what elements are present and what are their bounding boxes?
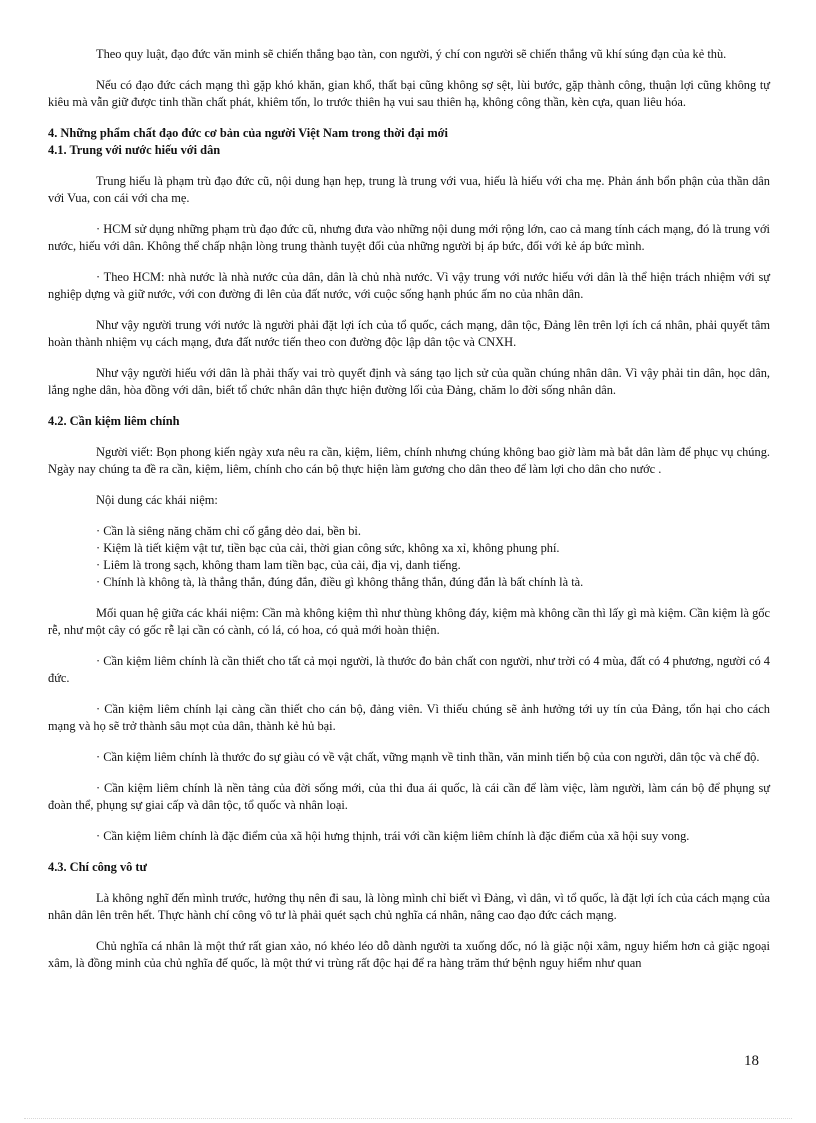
paragraph: · Cần kiệm liêm chính là nền tảng của đời sống mới, của thi đua ái quốc, là cái cần để làm việc, làm người, làm cán bộ để phụng sự đoàn thể, phụng sự giai cấp và dân tộc, tổ quốc và nhân loại. xyxy=(48,781,770,812)
paragraph: Chủ nghĩa cá nhân là một thứ rất gian xảo, nó khéo léo dỗ dành người ta xuống dốc, nó là giặc nội xâm, nguy hiểm hơn cả giặc ngoại xâm, là đồng minh của chủ nghĩa đế quốc, là một thứ vi trùng rất độc hại để ra hàng trăm thứ bệnh nguy hiểm như quan xyxy=(48,939,770,970)
concept-list xyxy=(48,523,770,591)
paragraph: · Cần kiệm liêm chính là thước đo sự giàu có về vật chất, vững mạnh về tinh thần, văn minh tiến bộ của con người, dân tộc và chế độ. xyxy=(96,750,760,764)
paragraph: Mối quan hệ giữa các khái niệm: Cần mà không kiệm thì như thùng không đáy, kiệm mà không cần thì lấy gì mà kiệm. Cần kiệm là gốc rễ, như một cây có gốc rễ lại cần có cành, có lá, có hoa, có quả mới hoàn thiện. xyxy=(48,606,771,637)
paragraph: · HCM sử dụng những phạm trù đạo đức cũ, nhưng đưa vào những nội dung mới rộng lớn, cao cả mang tính cách mạng, đó là trung với nước, hiếu với dân. Không thể chấp nhận lòng trung thành tuyệt đối của những người bị áp bức, đối với kẻ áp bức mình. xyxy=(48,222,770,253)
paragraph: · Theo HCM: nhà nước là nhà nước của dân, dân là chủ nhà nước. Vì vậy trung với nước hiếu với dân là thể hiện trách nhiệm với sự nghiệp dựng và giữ nước, với con đường đi lên của đất nước, với cuộc sống hạnh phúc ấm no của nhân dân. xyxy=(48,270,770,301)
paragraph: Như vậy người hiếu với dân là phải thấy vai trò quyết định và sáng tạo lịch sử của quần chúng nhân dân. Vì vậy phải tin dân, học dân, lắng nghe dân, hòa đồng với dân, biết tổ chức nhân dân thực hiện đường lối của Đảng, chăm lo đời sống nhân dân. xyxy=(48,366,770,397)
paragraph: Theo quy luật, đạo đức văn minh sẽ chiến thắng bạo tàn, con người, ý chí con người sẽ chiến thắng vũ khí súng đạn của kẻ thù. xyxy=(96,47,727,61)
section-heading: 4. Những phẩm chất đạo đức cơ bản của người Việt Nam trong thời đại mới xyxy=(48,126,448,140)
paragraph: · Cần kiệm liêm chính là cần thiết cho tất cả mọi người, là thước đo bản chất con người, như trời có 4 mùa, đất có 4 phương, người có 4 đức. xyxy=(48,654,770,685)
paragraph: Nội dung các khái niệm: xyxy=(96,493,218,507)
paragraph: Nếu có đạo đức cách mạng thì gặp khó khăn, gian khổ, thất bại cũng không sợ sệt, lùi bước, gặp thành công, thuận lợi cũng không tự kiêu mà vẫn giữ được tinh thần chất phát, khiêm tốn, lo trước thiên hạ vui sau thiên hạ, không công thần, kèn cựa, quan liêu hóa. xyxy=(48,78,770,109)
document-page xyxy=(48,46,770,986)
list-item: · Chính là không tà, là thẳng thắn, đúng đắn, điều gì không thẳng thắn, đúng đắn là bất chính là tà. xyxy=(96,575,584,589)
subsection-heading: 4.1. Trung với nước hiếu với dân xyxy=(48,143,221,157)
page-number: 18 xyxy=(744,1053,759,1069)
paragraph: Người viết: Bọn phong kiến ngày xưa nêu ra cần, kiệm, liêm, chính nhưng chúng không bao giờ làm mà bắt dân làm để phục vụ chúng. Ngày nay chúng ta đề ra cần, kiệm, liêm, chính cho cán bộ thực hiện làm gương cho dân theo để làm lợi cho dân cho nước . xyxy=(48,445,770,476)
paragraph: Là không nghĩ đến mình trước, hưởng thụ nên đi sau, là lòng mình chỉ biết vì Đảng, vì dân, vì tổ quốc, là đặt lợi ích của cách mạng của nhân dân lên trên hết. Thực hành chí công vô tư là phải quét sạch chủ nghĩa cá nhân, nâng cao đạo đức cách mạng. xyxy=(48,891,770,922)
list-item: · Cần là siêng năng chăm chỉ cố gắng dẻo dai, bền bỉ. xyxy=(96,524,361,538)
subsection-heading: 4.3. Chí công vô tư xyxy=(48,860,147,874)
list-item: · Liêm là trong sạch, không tham lam tiền bạc, của cải, địa vị, danh tiếng. xyxy=(96,558,461,572)
paragraph: · Cần kiệm liêm chính là đặc điểm của xã hội hưng thịnh, trái với cần kiệm liêm chính là đặc điểm của xã hội suy vong. xyxy=(96,829,690,843)
paragraph: · Cần kiệm liêm chính lại càng cần thiết cho cán bộ, đảng viên. Vì thiếu chúng sẽ ảnh hưởng tới uy tín của Đảng, tổn hại cho cách mạng và họ sẽ trở thành sâu mọt của dân, thành kẻ hủ bại. xyxy=(48,702,770,733)
paragraph: Trung hiếu là phạm trù đạo đức cũ, nội dung hạn hẹp, trung là trung với vua, hiếu là hiếu với cha mẹ. Phản ánh bổn phận của thần dân với Vua, con cái với cha mẹ. xyxy=(48,174,770,205)
list-item: · Kiệm là tiết kiệm vật tư, tiền bạc của cải, thời gian công sức, không xa xỉ, không phung phí. xyxy=(96,541,560,555)
footer-divider xyxy=(24,1118,792,1119)
paragraph: Như vậy người trung với nước là người phải đặt lợi ích của tổ quốc, cách mạng, dân tộc, Đảng lên trên lợi ích cá nhân, phải quyết tâm hoàn thành nhiệm vụ cách mạng, đưa đất nước tiến theo con đường độc lập dân tộc và CNXH. xyxy=(48,318,770,349)
subsection-heading: 4.2. Cần kiệm liêm chính xyxy=(48,414,180,428)
